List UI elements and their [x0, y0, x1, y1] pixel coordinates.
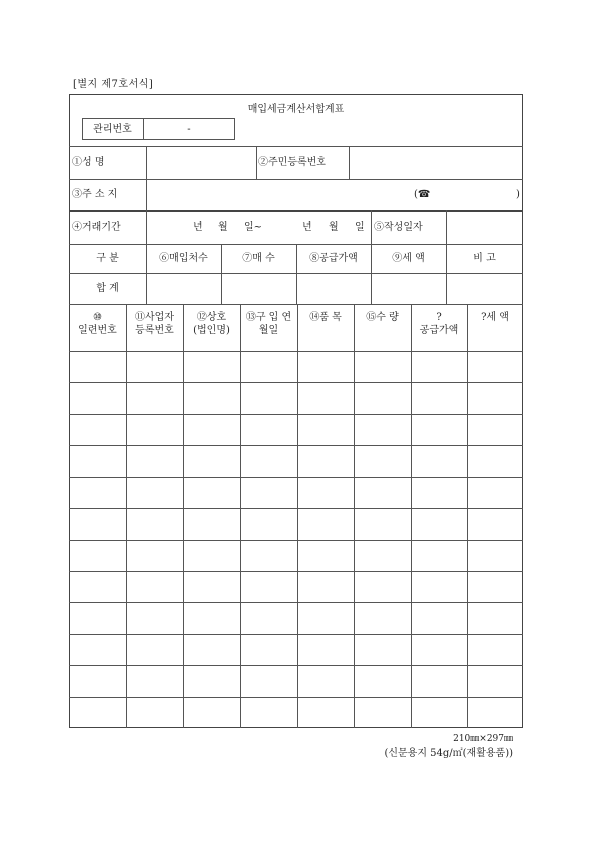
table-cell-tax-amount[interactable]	[468, 603, 522, 632]
summary-header-vendor-count: ⑥매입처수	[159, 253, 208, 264]
management-number-label: 관리번호	[93, 124, 132, 135]
table-cell-serial-number[interactable]	[70, 698, 125, 727]
table-cell-company-name[interactable]	[184, 509, 239, 538]
table-cell-tax-amount[interactable]	[468, 352, 522, 381]
table-cell-supply-value[interactable]	[412, 509, 466, 538]
table-cell-item[interactable]	[298, 603, 353, 632]
paper-type-note: (신문용지 54g/㎡(재활용품))	[384, 748, 513, 759]
table-cell-company-name[interactable]	[184, 635, 239, 664]
table-cell-company-name[interactable]	[184, 666, 239, 695]
table-cell-business-reg-number[interactable]	[127, 415, 182, 444]
table-cell-purchase-date[interactable]	[241, 383, 296, 412]
detail-header-serial-number-line2: 일련번호	[78, 325, 117, 336]
table-cell-item[interactable]	[298, 572, 353, 601]
period-year-start: 년	[193, 222, 203, 233]
table-cell-purchase-date[interactable]	[241, 352, 296, 381]
detail-header-item-line1: ⑭품 목	[309, 312, 342, 323]
table-cell-item[interactable]	[298, 666, 353, 695]
table-cell-supply-value[interactable]	[412, 603, 466, 632]
table-cell-supply-value[interactable]	[412, 541, 466, 570]
summary-total-label: 합 계	[96, 283, 119, 294]
detail-header-business-reg-number-line2: 등록번호	[135, 325, 174, 336]
period-label: ④거래기간	[72, 222, 121, 233]
period-day-start: 일~	[244, 222, 263, 233]
table-cell-company-name[interactable]	[184, 603, 239, 632]
table-cell-purchase-date[interactable]	[241, 603, 296, 632]
table-cell-serial-number[interactable]	[70, 541, 125, 570]
address-label: ③주 소 지	[72, 189, 118, 200]
table-cell-supply-value[interactable]	[412, 698, 466, 727]
table-cell-quantity[interactable]	[355, 635, 410, 664]
table-cell-quantity[interactable]	[355, 446, 410, 475]
table-cell-item[interactable]	[298, 698, 353, 727]
table-cell-purchase-date[interactable]	[241, 446, 296, 475]
form-title: 매입세금계산서합계표	[247, 104, 345, 115]
period-month-start: 월	[218, 222, 228, 233]
table-cell-serial-number[interactable]	[70, 635, 125, 664]
resident-number-label: ②주민등록번호	[258, 157, 326, 168]
table-cell-quantity[interactable]	[355, 383, 410, 412]
table-cell-business-reg-number[interactable]	[127, 509, 182, 538]
name-field[interactable]	[148, 148, 254, 177]
table-cell-business-reg-number[interactable]	[127, 446, 182, 475]
table-cell-tax-amount[interactable]	[468, 383, 522, 412]
table-cell-serial-number[interactable]	[70, 572, 125, 601]
table-cell-quantity[interactable]	[355, 352, 410, 381]
period-month-end: 월	[329, 222, 339, 233]
total-remarks-field[interactable]	[448, 275, 521, 302]
detail-header-supply-value-line2: 공급가액	[419, 325, 459, 336]
table-cell-item[interactable]	[298, 446, 353, 475]
table-cell-serial-number[interactable]	[70, 352, 125, 381]
table-cell-item[interactable]	[298, 383, 353, 412]
phone-field[interactable]	[432, 181, 514, 208]
table-cell-tax-amount[interactable]	[468, 698, 522, 727]
table-cell-item[interactable]	[298, 478, 353, 507]
table-cell-company-name[interactable]	[184, 352, 239, 381]
table-cell-tax-amount[interactable]	[468, 541, 522, 570]
period-day-end: 일	[355, 222, 365, 233]
resident-number-field[interactable]	[351, 148, 521, 177]
table-cell-supply-value[interactable]	[412, 352, 466, 381]
table-cell-tax-amount[interactable]	[468, 635, 522, 664]
total-tax-field[interactable]	[373, 275, 444, 302]
table-cell-serial-number[interactable]	[70, 603, 125, 632]
table-cell-purchase-date[interactable]	[241, 666, 296, 695]
table-cell-tax-amount[interactable]	[468, 446, 522, 475]
table-cell-serial-number[interactable]	[70, 383, 125, 412]
table-cell-purchase-date[interactable]	[241, 541, 296, 570]
management-number-value: -	[187, 124, 191, 135]
detail-header-purchase-date-line2: 월일	[258, 325, 279, 336]
address-field[interactable]	[148, 181, 408, 208]
phone-open: (☎	[414, 189, 431, 200]
table-cell-serial-number[interactable]	[70, 446, 125, 475]
detail-header-business-reg-number-line1: ⑪사업자	[135, 312, 174, 323]
form-number-tag: [별지 제7호서식]	[73, 79, 154, 90]
table-cell-tax-amount[interactable]	[468, 572, 522, 601]
table-cell-business-reg-number[interactable]	[127, 666, 182, 695]
table-cell-purchase-date[interactable]	[241, 415, 296, 444]
table-cell-supply-value[interactable]	[412, 478, 466, 507]
name-label: ①성 명	[72, 157, 105, 168]
table-cell-serial-number[interactable]	[70, 666, 125, 695]
table-cell-company-name[interactable]	[184, 446, 239, 475]
table-cell-item[interactable]	[298, 541, 353, 570]
summary-header-supply-value: ⑧공급가액	[309, 253, 358, 264]
table-cell-company-name[interactable]	[184, 541, 239, 570]
table-cell-company-name[interactable]	[184, 383, 239, 412]
total-sheet-count-field[interactable]	[223, 275, 294, 302]
table-cell-quantity[interactable]	[355, 666, 410, 695]
table-cell-quantity[interactable]	[355, 478, 410, 507]
table-cell-purchase-date[interactable]	[241, 478, 296, 507]
table-cell-item[interactable]	[298, 415, 353, 444]
table-cell-business-reg-number[interactable]	[127, 698, 182, 727]
table-cell-quantity[interactable]	[355, 541, 410, 570]
table-cell-quantity[interactable]	[355, 603, 410, 632]
summary-header-sheet-count: ⑦매 수	[242, 253, 275, 264]
period-year-end: 년	[302, 222, 312, 233]
written-date-label: ⑤작성일자	[374, 222, 423, 233]
table-cell-supply-value[interactable]	[412, 666, 466, 695]
table-cell-company-name[interactable]	[184, 572, 239, 601]
table-cell-purchase-date[interactable]	[241, 635, 296, 664]
table-cell-item[interactable]	[298, 509, 353, 538]
table-cell-supply-value[interactable]	[412, 383, 466, 412]
table-cell-tax-amount[interactable]	[468, 666, 522, 695]
table-cell-item[interactable]	[298, 635, 353, 664]
table-cell-tax-amount[interactable]	[468, 509, 522, 538]
table-cell-business-reg-number[interactable]	[127, 635, 182, 664]
detail-header-purchase-date-line1: ⑬구 입 연	[245, 312, 292, 323]
table-cell-supply-value[interactable]	[412, 415, 466, 444]
table-cell-company-name[interactable]	[184, 415, 239, 444]
table-cell-supply-value[interactable]	[412, 446, 466, 475]
table-cell-quantity[interactable]	[355, 572, 410, 601]
table-cell-serial-number[interactable]	[70, 478, 125, 507]
phone-close: )	[516, 189, 520, 200]
table-cell-business-reg-number[interactable]	[127, 603, 182, 632]
table-cell-business-reg-number[interactable]	[127, 383, 182, 412]
table-cell-business-reg-number[interactable]	[127, 352, 182, 381]
table-cell-serial-number[interactable]	[70, 415, 125, 444]
total-vendor-count-field[interactable]	[148, 275, 219, 302]
detail-header-serial-number-line1: ⑩	[93, 312, 102, 323]
table-cell-purchase-date[interactable]	[241, 509, 296, 538]
table-cell-company-name[interactable]	[184, 698, 239, 727]
table-cell-quantity[interactable]	[355, 509, 410, 538]
detail-header-tax-amount-line1: ?세 액	[481, 312, 509, 323]
table-cell-tax-amount[interactable]	[468, 478, 522, 507]
table-cell-item[interactable]	[298, 352, 353, 381]
summary-header-remarks: 비 고	[473, 253, 496, 264]
detail-header-quantity-line1: ⑮수 량	[366, 312, 399, 323]
table-cell-tax-amount[interactable]	[468, 415, 522, 444]
table-cell-supply-value[interactable]	[412, 572, 466, 601]
table-cell-business-reg-number[interactable]	[127, 572, 182, 601]
table-cell-serial-number[interactable]	[70, 509, 125, 538]
detail-header-supply-value-line1: ?	[436, 312, 442, 323]
summary-header-category: 구 분	[96, 253, 119, 264]
written-date-field[interactable]	[448, 212, 521, 242]
detail-header-company-name-line1: ⑫상호	[196, 312, 227, 323]
total-supply-value-field[interactable]	[298, 275, 369, 302]
table-cell-company-name[interactable]	[184, 478, 239, 507]
table-cell-supply-value[interactable]	[412, 635, 466, 664]
table-cell-business-reg-number[interactable]	[127, 478, 182, 507]
summary-header-tax: ⑨세 액	[392, 253, 425, 264]
detail-header-company-name-line2: (법인명)	[193, 325, 230, 336]
paper-size-note: 210㎜×297㎜	[453, 734, 513, 744]
table-cell-quantity[interactable]	[355, 698, 410, 727]
table-cell-quantity[interactable]	[355, 415, 410, 444]
table-cell-purchase-date[interactable]	[241, 698, 296, 727]
table-cell-purchase-date[interactable]	[241, 572, 296, 601]
table-cell-business-reg-number[interactable]	[127, 541, 182, 570]
